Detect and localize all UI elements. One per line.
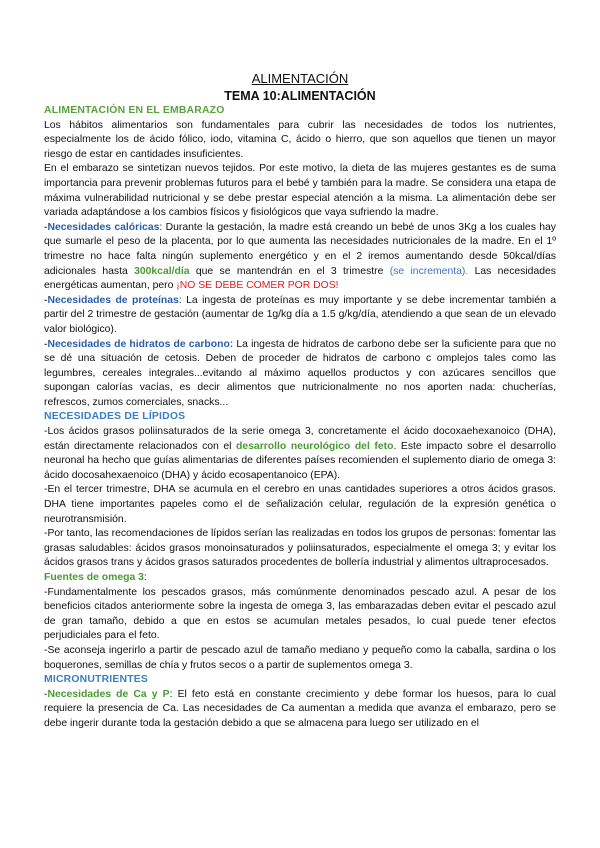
highlight-se-incrementa: (se incrementa). xyxy=(389,265,469,277)
paragraph-proteinas xyxy=(44,294,556,338)
highlight-300kcal: 300kcal/día xyxy=(134,265,190,277)
paragraph-habitos: Los hábitos alimentarios son fundamentales para cubrir las necesidades de todos los nutrientes, especialmente los de ácido fólico, iodo, vitamina C, ácido o hierro, que son aquellos que tienen un mayor riesgo de estar en cantidades insuficientes. xyxy=(44,119,556,160)
document-title: TEMA 10:ALIMENTACIÓN xyxy=(224,89,376,103)
text-proteinas: : La ingesta de proteínas es muy importante y se debe incrementar también a partir del 2 trimestre de gestación (aumentar de 1g/kg día a 1.5 g/kg/día, atendiendo a que sean de un elevado valor biológico). xyxy=(44,294,556,335)
heading-fuentes-omega3 xyxy=(44,571,556,586)
section-heading-micronutrientes: MICRONUTRIENTES xyxy=(44,674,149,686)
label-ca-p: -Necesidades de Ca y P xyxy=(44,688,170,700)
text-calorias-2: que se mantendrán en el 3 trimestre xyxy=(189,265,390,277)
paragraph-calorias xyxy=(44,221,556,294)
top-title: ALIMENTACIÓN xyxy=(251,71,349,86)
highlight-no-comer-por-dos: ¡NO SE DEBE COMER POR DOS! xyxy=(176,280,339,292)
label-calorias: -Necesidades calóricas xyxy=(44,221,160,233)
text-ca-p: : El feto está en constante crecimiento y debe formar los huesos, para lo cual requiere la presencia de Ca. Las necesidades de Ca aumentan a medida que avanza el embarazo, pero se debe ingerir durante toda la gestación debido a que se almacena para luego ser utilizado en el xyxy=(44,688,556,729)
text-lipidos-1a: -Los ácidos grasos poliinsaturados de la serie omega 3, concretamente el ácido docoxaehexanoico (DHA), están directamente relacionados con el xyxy=(44,426,556,452)
paragraph-calcio-fosforo xyxy=(44,688,556,732)
paragraph-tercer-trimestre: -En el tercer trimestre, DHA se acumula en el cerebro en unas cantidades superiores a otros ácidos grasos. DHA tiene importantes papeles como el de señalización celular, regulación de la expresión genética o neurotransmisión. xyxy=(44,484,556,525)
label-proteinas: -Necesidades de proteínas xyxy=(44,294,179,306)
document-content xyxy=(44,70,556,732)
paragraph-pescados-grasos: -Fundamentalmente los pescados grasos, más comúnmente denominados pescado azul. A pesar de los beneficios citados anteriormente sobre la ingesta de omega 3, las embarazadas deben evitar el pescado azul de gran tamaño, debido a que en estos se acumulan metales pesados, lo cual puede tener efectos perjudiciales para el feto. xyxy=(44,586,556,642)
highlight-desarrollo-neurologico: desarrollo neurológico del feto xyxy=(236,440,394,452)
paragraph-omega3-dha xyxy=(44,425,556,483)
text-calorias-1: : Durante la gestación, la madre está creando un bebé de unos 3Kg a los cuales hay que sumarle el peso de la placenta, por lo que aumenta las necesidades nutricionales de la madre. En el 1º trimestre no hace falta ningún suplemento energético y en el 2 iremos aumentando desde 50kcal/días adicionales hasta xyxy=(44,221,556,277)
paragraph-hidratos xyxy=(44,338,556,411)
label-fuentes-omega3: Fuentes de omega 3 xyxy=(44,572,144,583)
text-calorias-3: Las necesidades energéticas aumentan, pero xyxy=(44,265,556,292)
paragraph-embarazo-tejidos: En el embarazo se sintetizan nuevos tejidos. Por este motivo, la dieta de las mujeres gestantes es de suma importancia para prevenir problemas futuros para el bebé y también para la madre. Se considera una etapa de máxima vulnerabilidad nutricional y se debe prestar especial atención a la misma. La alimentación debe ser variada adaptándose a los cambios físicos y fisiológicos que vaya sufriendo la madre. xyxy=(44,163,556,219)
section-heading-lipidos: NECESIDADES DE LÍPIDOS xyxy=(44,411,186,423)
label-hidratos: -Necesidades de hidratos de carbono: xyxy=(44,338,234,350)
text-hidratos: La ingesta de hidratos de carbono debe ser la suficiente para que no se dé una situación de cetosis. Deben de proceder de hidratos de carbono c omplejos tales como las legumbres, cereales integrales...evitando al máximo aquellos productos y con azúcares sencillos que supongan calorías vacías, es decir alimentos que nutricionalmente no nos aporten nada: chucherías, refrescos, zumos comerciales, snacks... xyxy=(44,338,556,408)
paragraph-recomendaciones: -Por tanto, las recomendaciones de lípidos serían las realizadas en todos los grupos de personas: fomentar las grasas saludables: ácidos grasos monoinsaturados y poliinsaturados, especialmente el omega 3; y evitar los ácidos grasos trans y ácidos grasos saturados procedentes de bollería industrial y alimentos ultraprocesados. xyxy=(44,528,556,569)
text-lipidos-1b: . Este impacto sobre el desarrollo neuronal ha hecho que guías alimentarias de diferentes países recomienden el suplemento diario de omega 3: ácido docosahexaenoico (DHA) y ácido ecosapentanoico (EPA). xyxy=(44,440,556,481)
colon: : xyxy=(143,572,147,583)
paragraph-pescado-mediano: -Se aconseja ingerirlo a partir de pescado azul de tamaño mediano y pequeño como la caballa, sardina o los boquerones, semillas de chía y frutos secos o a partir de suplementos omega 3. xyxy=(44,644,556,671)
section-heading-embarazo: ALIMENTACIÓN EN EL EMBARAZO xyxy=(44,105,225,116)
